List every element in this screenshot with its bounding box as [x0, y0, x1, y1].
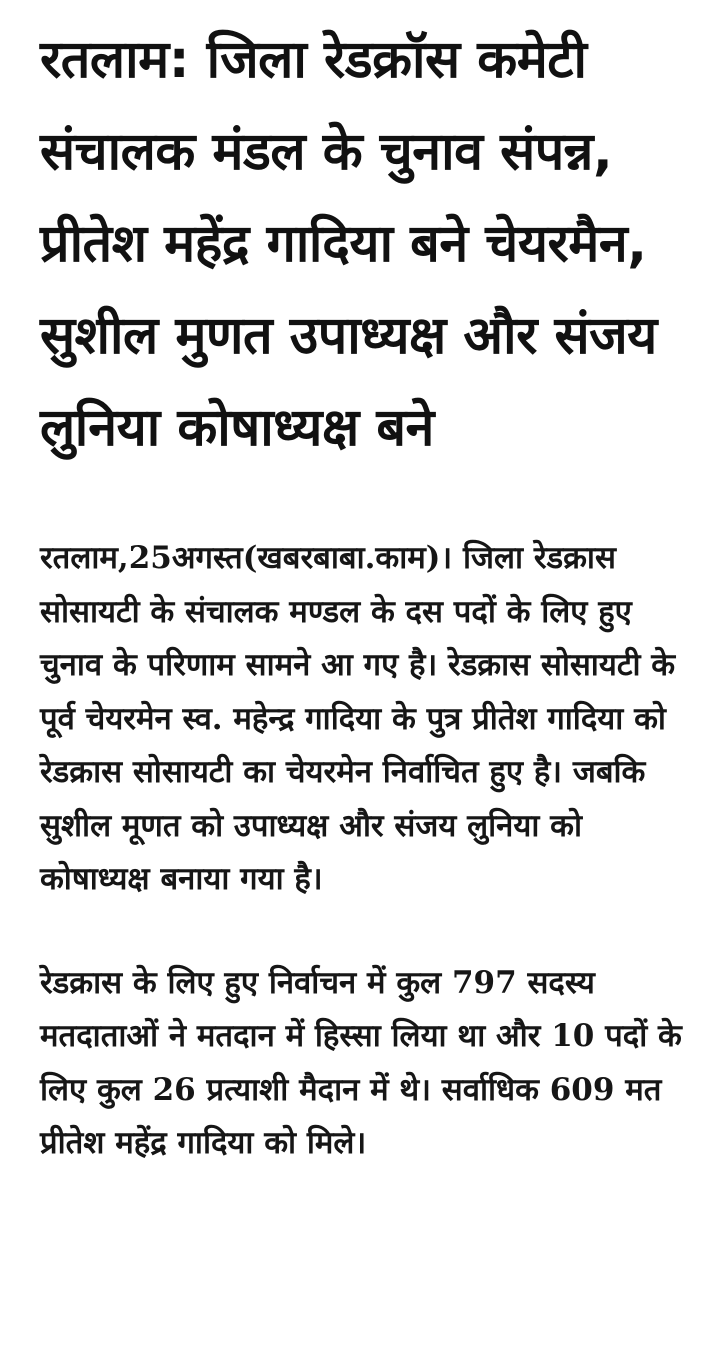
- article-paragraph-1: रतलाम,25अगस्त(खबरबाबा.काम)। जिला रेडक्रास सोसायटी के संचालक मण्डल के दस पदों के लिए हुए चुनाव के परिणाम सामने आ गए है। रेडक्रास सोसायटी के पूर्व चेयरमेन स्व. महेन्द्र गादिया के पुत्र प्रीतेश गादिया को रेडक्रास सोसायटी का चेयरमेन निर्वाचित हुए है। जबकि सुशील मूणत को उपाध्यक्ष और संजय लुनिया को कोषाध्यक्ष बनाया गया है।: [40, 540, 676, 897]
- article-headline: रतलाम: जिला रेडक्रॉस कमेटी संचालक मंडल के चुनाव संपन्न, प्रीतेश महेंद्र गादिया बने चेयरमैन, सुशील मुणत उपाध्यक्ष और संजय लुनिया कोषाध्यक्ष बने: [40, 30, 657, 458]
- article: [40, 0, 690, 1171]
- article-paragraph-2: रेडक्रास के लिए हुए निर्वाचन में कुल 797 सदस्य मतदाताओं ने मतदान में हिस्सा लिया था और 10 पदों के लिए कुल 26 प्रत्याशी मैदान में थे। सर्वाधिक 609 मत प्रीतेश महेंद्र गादिया को मिले।: [40, 964, 682, 1161]
